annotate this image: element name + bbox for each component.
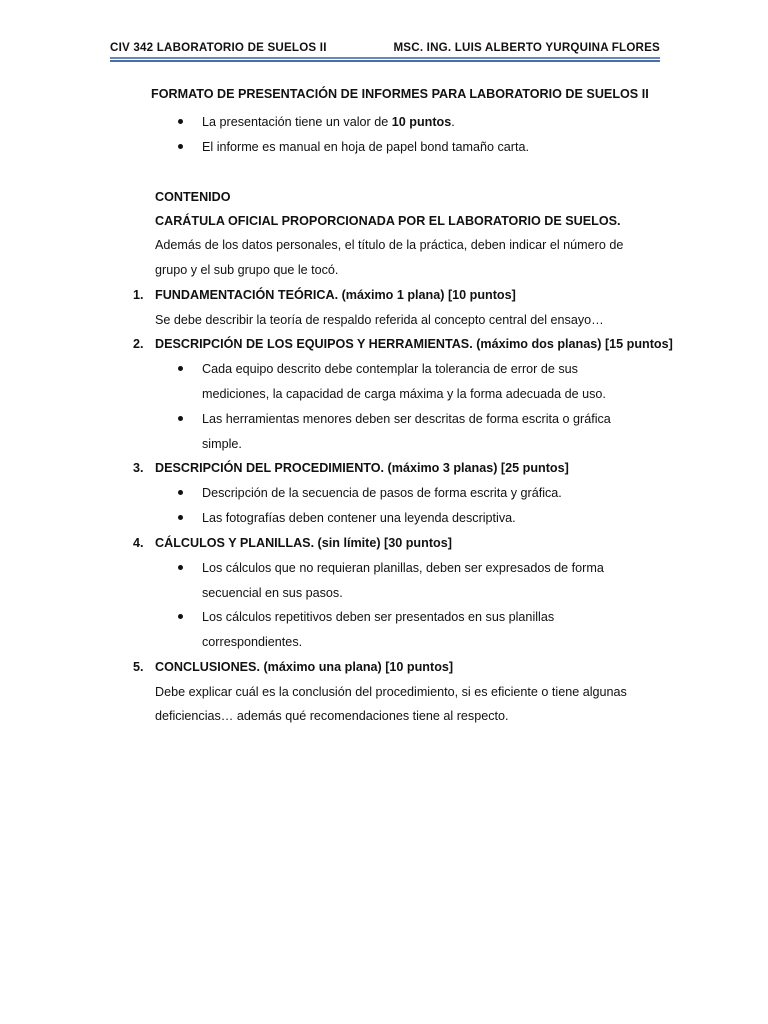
section-title: CÁLCULOS Y PLANILLAS. (sin límite) [30 puntos] xyxy=(155,536,452,550)
bullet-icon xyxy=(178,366,183,371)
section-text: Debe explicar cuál es la conclusión del procedimiento, si es eficiente o tiene algunas xyxy=(155,685,627,699)
document-title: FORMATO DE PRESENTACIÓN DE INFORMES PARA LABORATORIO DE SUELOS II xyxy=(151,87,649,101)
section-text: deficiencias… además qué recomendaciones tiene al respecto. xyxy=(155,709,509,723)
intro-bullet-value-end: . xyxy=(451,115,455,129)
caratula-text-line-1: Además de los datos personales, el título de la práctica, deben indicar el número de xyxy=(155,238,624,252)
section-title: CONCLUSIONES. (máximo una plana) [10 puntos] xyxy=(155,660,454,674)
intro-bullet-value-text: La presentación tiene un valor de xyxy=(202,115,392,129)
bullet-icon xyxy=(178,490,183,495)
bullet-icon xyxy=(178,119,183,124)
contenido-heading: CONTENIDO xyxy=(155,190,231,204)
section-text: Se debe describir la teoría de respaldo referida al concepto central del ensayo… xyxy=(155,313,604,327)
bullet-icon xyxy=(178,515,183,520)
intro-bullet-format: El informe es manual en hoja de papel bond tamaño carta. xyxy=(202,140,529,154)
header-rule-bottom xyxy=(110,60,660,62)
bullet-icon xyxy=(178,614,183,619)
header-instructor: MSC. ING. LUIS ALBERTO YURQUINA FLORES xyxy=(393,41,660,54)
section-bullet-line: simple. xyxy=(202,437,242,451)
section-number: 4. xyxy=(133,536,144,550)
intro-bullet-value xyxy=(202,113,455,131)
section-bullet-line: Cada equipo descrito debe contemplar la tolerancia de error de sus xyxy=(202,362,578,376)
section-title: DESCRIPCIÓN DE LOS EQUIPOS Y HERRAMIENTAS. (máximo dos planas) [15 puntos] xyxy=(155,337,673,351)
bullet-icon xyxy=(178,565,183,570)
section-title: FUNDAMENTACIÓN TEÓRICA. (máximo 1 plana) [10 puntos] xyxy=(155,288,516,302)
section-bullet-line: Los cálculos que no requieran planillas, deben ser expresados de forma xyxy=(202,561,604,575)
section-title: DESCRIPCIÓN DEL PROCEDIMIENTO. (máximo 3 planas) [25 puntos] xyxy=(155,461,569,475)
section-number: 5. xyxy=(133,660,144,674)
section-bullet-line: Descripción de la secuencia de pasos de forma escrita y gráfica. xyxy=(202,486,562,500)
section-bullet-line: correspondientes. xyxy=(202,635,303,649)
bullet-icon xyxy=(178,416,183,421)
section-number: 1. xyxy=(133,288,144,302)
header-rule-top xyxy=(110,57,660,59)
header-course: CIV 342 LABORATORIO DE SUELOS II xyxy=(110,41,327,54)
caratula-text-line-2: grupo y el sub grupo que le tocó. xyxy=(155,263,339,277)
section-bullet-line: Las herramientas menores deben ser descritas de forma escrita o gráfica xyxy=(202,412,611,426)
section-bullet-line: secuencial en sus pasos. xyxy=(202,586,343,600)
page-header xyxy=(110,41,660,54)
bullet-icon xyxy=(178,144,183,149)
caratula-heading: CARÁTULA OFICIAL PROPORCIONADA POR EL LABORATORIO DE SUELOS. xyxy=(155,214,621,228)
intro-bullet-value-points: 10 puntos xyxy=(391,115,452,129)
section-bullet-line: Las fotografías deben contener una leyenda descriptiva. xyxy=(202,511,516,525)
section-bullet-line: Los cálculos repetitivos deben ser presentados en sus planillas xyxy=(202,610,555,624)
section-number: 2. xyxy=(133,337,144,351)
section-bullet-line: mediciones, la capacidad de carga máxima y la forma adecuada de uso. xyxy=(202,387,606,401)
section-number: 3. xyxy=(133,461,144,475)
